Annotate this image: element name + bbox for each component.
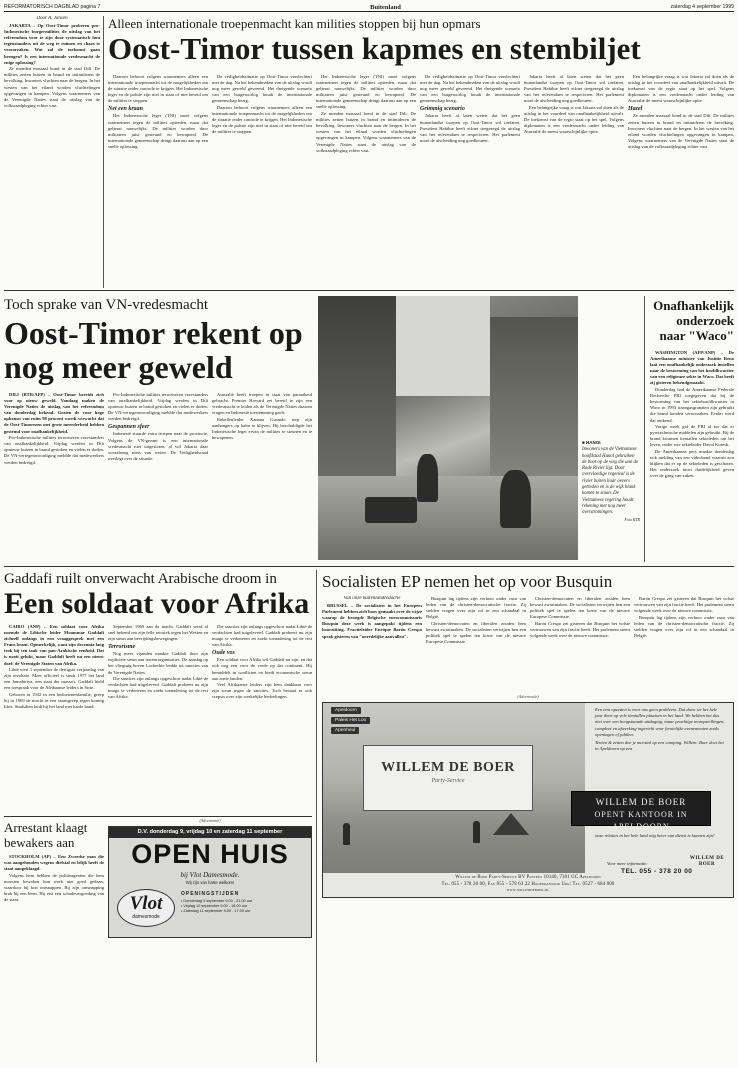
ad-willem-de-boer[interactable] — [322, 702, 734, 898]
masthead-paper: REFORMATORISCH DAGBLAD pagina 7 — [4, 4, 101, 10]
ad-wdb-footer-2: Tel. 055 - 378 20 00, Fax 055 - 578 63 22 Hoofdkantoor Urk: Tel. 0527 - 684 000 — [441, 881, 615, 887]
truck-name: WILLEM DE BOER — [381, 760, 515, 775]
timor1-body6b: Een belangrijke vraag is wat Jakarta zal doen als de uitslag in het voordeel van onafhankelijkheid uitvalt. De toekomst van de regio staat op het spel. Volgens diplomaten is een vredesmacht onder leiding van Australië de meest waarschijnlijke optie. — [524, 104, 624, 135]
vlot-logo-sub: damesmode — [132, 914, 160, 920]
waco-column — [650, 350, 734, 562]
timor1-byline: Door A. Jansen — [36, 16, 68, 21]
section-rule — [4, 566, 734, 567]
gaddafi-body3: September 1969 aan de macht. Gaddafi werd al snel bekend om zijn felle retoriek tegen het Westen en zijn steun aan bevrijdingsbewegingen. — [108, 624, 208, 642]
ad-wdb-banner-1: WILLEM DE BOER — [595, 797, 687, 807]
timor2-body1: Pro-Indonesische milities terroriseren voorstanders van onafhankelijkheid. Vrijdag werden in Dili opnieuw huizen in brand gestoken en vielen er doden. De VN-vertegenwoordiging meldde dat medewerkers werden bedreigd. — [4, 435, 104, 465]
timor2-kicker: Toch sprake van VN-vredesmacht — [4, 297, 209, 313]
timor1-col5 — [524, 74, 624, 286]
gaddafi-col2 — [108, 624, 208, 812]
socialists-col2 — [426, 596, 526, 692]
road-sign: Paleis Het Loo — [331, 717, 370, 724]
ad-wdb-footer-3[interactable]: www.willemdeboer.nl — [506, 888, 550, 894]
socialists-body1b: Busquin lag tijdens zijn verhoor onder vuur van leden van de christen-democratische fractie. Zij stelden vragen over zijn rol in een schandaal in België. — [634, 614, 734, 639]
timor1-body2: Daarom behoort volgens waarnemers alleen een internationale troepenmacht tot de mogelijkheden om de situatie onder controle te krijgen. Het Indonesische leger en de politie zijn niet in staat of niet bereid om de milities te stoppen. — [108, 74, 208, 104]
timor1-col3 — [316, 74, 416, 286]
ad-open-hour-line: • Zaterdag 11 september 9.00 - 17.00 uur — [181, 909, 251, 913]
timor2-body1b: Pro-Indonesische milities terroriseren voorstanders van onafhankelijkheid. Vrijdag werden in Dili opnieuw huizen in brand gestoken en vielen er doden. De VN-vertegenwoordiging meldde dat medewerkers werden bedreigd. — [108, 392, 208, 422]
gaddafi-body2: Geboren in 1942 in een bedoeïenenfamilie, greep hij in 1969 de macht in een staatsgreep tegen koning Idris. Sindsdien leidt hij het land met harde hand. — [4, 692, 104, 710]
timor1-sub2: Grimmig scenario — [420, 106, 465, 113]
ad-wdb-quote-2: Tenten & zetten doe je meestal op een camping. Willem: Boer doet het in Apeldoorn op een — [595, 740, 724, 752]
socialists-col1 — [322, 596, 422, 692]
timor1-body1c: Ze monden massaal bond in de stad Dili. De milities zetten huizen in brand en intimideren de bevolking. Inwoners vluchten naar de bergen. In het westen van het eiland worden vluchtelingen opgevangen in kampen. Volgens waarnemers van de Verenigde Naties staat de uitslag van de volksraadpleging echter vast. — [628, 113, 734, 149]
timor1-sub3: Hazel — [628, 106, 643, 113]
arrestant-column — [4, 854, 104, 1062]
section-rule — [4, 816, 312, 817]
ad-open-dates: D.V. donderdag 9, vrijdag 10 en zaterdag 11 september — [109, 827, 311, 838]
hanoi-flood-photo — [318, 296, 578, 560]
timor1-body6: Een belangrijke vraag is wat Jakarta zal doen als de uitslag in het voordeel van onafhankelijkheid uitvalt. De toekomst van de regio staat op het spel. Volgens diplomaten is een vredesmacht onder leiding van Australië de meest waarschijnlijke optie. — [628, 74, 734, 104]
gaddafi-sub1: Terrorisme — [108, 644, 136, 651]
caption-text: Inwoners van de Vietnamese hoofdstad Hanoi gebruiken de boot op de weg die aan de Rode Rivier ligt. Door overvloedige regenval is de rivier buiten haar oevers getreden en is de wijk blank komen te staan. De Vietnamese regering houdt rekening met nog meer overstromingen. — [582, 447, 639, 516]
gaddafi-body4: Nog meer vijanden maakte Gaddafi door zijn expliciete steun aan terreurorganisaties. De aanslag op het vliegtuig boven Lockerbie leidde tot sancties van de Verenigde Naties. — [108, 651, 208, 675]
timor1-sub1: Net een kraan — [108, 106, 143, 113]
caption-tag: HANOI — [585, 440, 601, 445]
timor2-headline: Oost-Timor rekent op nog meer geweld — [4, 315, 303, 385]
truck-sub: Party-Service — [431, 778, 465, 784]
gaddafi-body6: Een soldaat voor Afrika wil Gaddafi nu zijn, en dat ook nog een voor de vrede op dat continent. Hij bemiddelt in conflicten en biedt economische steun aan arme landen. — [212, 657, 312, 681]
masthead-section: Buitenland — [370, 4, 401, 11]
timor1-body3: Het Indonesische leger (TNI) moet volgens waarnemers tegen de milities optreden, maar dat gebeurt nauwelijks. De milities worden door militairen juist gesteund en bewapend. De internationale gemeenschap dringt daarom aan op een snelle oplossing. — [108, 113, 208, 149]
socialists-body2b: Christen-democraten en liberalen zouden hem bewust zwartmaken. De socialisten verwijten hen een politiek spel te spelen ten koste van de nieuwe Europese Commissie. — [530, 596, 630, 620]
gaddafi-sub2: Oude vos — [212, 650, 235, 657]
timor2-sub1: Gespannen sfeer — [108, 424, 150, 431]
socialists-byline: Van onze buitenlandredactie — [343, 596, 401, 601]
gaddafi-body1: Libië viert 1 september de dertigste verjaardag van zijn revolutie. Meer officieel is sinds 1977 het land een Jamahiriya, een staat der massa's. Gaddafi hield een toespraak voor de Afrikaanse leiders in Sirte. — [4, 667, 104, 691]
timor1-body1b: Ze monden massaal bond in de stad Dili. De milities zetten huizen in brand en intimideren de bevolking. Inwoners vluchten naar de bergen. In het westen van het eiland worden vluchtelingen opgevangen in kampen. Volgens waarnemers van de Verenigde Naties staat de uitslag van de volksraadpleging echter vast. — [316, 111, 416, 153]
ad-wdb-footer — [323, 875, 733, 895]
timor2-col1 — [4, 392, 104, 562]
vlot-logo-text: Vlot — [129, 893, 163, 914]
timor2-body4: Rebellenleider Xanana Gusmão riep zijn aanhangers op kalm te blijven. Hij beschuldigde het Indonesische leger ervan de milities te steunen en te bewapenen. — [212, 416, 312, 441]
ad-open-title: OPEN HUIS — [131, 839, 289, 869]
socialists-col4 — [634, 596, 734, 692]
arrestant-headline: Arrestant klaagt bewakers aan — [4, 820, 88, 850]
column-rule — [644, 296, 645, 562]
ad-wdb-tel[interactable]: TEL. 055 - 378 20 00 — [621, 868, 693, 875]
timor1-headline: Oost-Timor tussen kapmes en stembiljet — [108, 31, 641, 66]
vlot-logo — [117, 889, 175, 927]
column-rule — [316, 570, 317, 1062]
column-rule — [103, 16, 104, 288]
gaddafi-body5b: Die sancties zijn onlangs opgeschort nadat Libië de verdachten had uitgeleverd. Gaddafi probeert nu zijn imago te verbeteren en zoekt toenadering tot de rest van Afrika. — [212, 624, 312, 648]
caption-bullet-icon: ■ — [582, 440, 586, 445]
waco-body1: Donderdag had de Amerikaanse Federale Recherche FBI toegegeven dat bij de bestorming van het sektehoofdkwartier in Waco in 1993 traangasgranaten zijn gebruikt die brand konden veroorzaken. Eerder werd dat ontkend. — [650, 387, 734, 423]
timor1-body1: Ze monden massaal bond in de stad Dili. De milities zetten huizen in brand en intimideren de bevolking. Inwoners vluchten naar de bergen. In het westen van het eiland worden vluchtelingen opgevangen in kampen. Volgens waarnemers van de Verenigde Naties staat de uitslag van de volksraadpleging echter vast. — [4, 66, 100, 108]
ad-open-hours — [181, 899, 252, 914]
timor1-col1 — [108, 74, 208, 286]
ad-open-small: Wij zijn van harte welkom! — [185, 880, 235, 885]
timor1-col6 — [628, 74, 734, 286]
timor2-col3 — [212, 392, 312, 562]
timor1-intro-column — [4, 16, 100, 286]
waco-lead: WASHINGTON (AFP/ANP) – De Amerikaanse minister van Justitie Reno laat een onafhankelijk onderzoek instellen naar de bestorming van het hoofdkwartier van een religieuze sekte in Waco. Dat heeft zij gisteren bekendgemaakt. — [650, 350, 734, 386]
socialists-lead: BRUSSEL – De socialisten in het Europees Parlement hebben zich boos gemaakt over de wijze waarop de beoogde Belgische eurocommissaris Busquin deze week is aangepakt tijdens een hoorzitting. Fractieleider Enrique Barón Crespo sprak gisteren van "onredelijke aanvallen". — [322, 603, 422, 639]
ad-wdb-quote-1: Een tent opzetten is voor ons geen probleem. Dat doen we het hele jaar door op vele tientallen plaatsen in het land. We hebben het dus niet over een hoogstaande uitdaging, maar prachtige tentopstellingen, compleet en afwerking ingericht voor feestelijke evenementen zoals openingen of jubilea. — [595, 707, 725, 737]
person-figure — [343, 823, 350, 845]
socialists-body3: Barón Crespo zei gisteren dat Busquin het volste vertrouwen van zijn fractie heeft. Het parlement stemt volgende week over de nieuwe commissie. — [530, 620, 630, 639]
timor1-kicker: Alleen internationale troepenmacht kan milities stoppen bij hun opmars — [108, 16, 481, 31]
gaddafi-col1 — [4, 624, 104, 812]
timor1-body5b: Jakarta heeft al laten weten dat het geen buitenlandse troepen op Oost-Timor wil toelaten. President Habibie heeft echter toegezegd de uitslag van het referendum te respecteren. Het parlement moet de afscheiding nog goedkeuren. — [524, 74, 624, 104]
timor1-body4b: De veiligheidssituatie op Oost-Timor verslechtert met de dag. Na het bekendmaken van de uitslag wordt nog meer geweld gevreesd. Het dreigende scenario van een burgeroorlog houdt de internationale gemeenschap bezig. — [420, 74, 520, 104]
ad-wdb-extra: onze relaties in het hele land nóg beter van dienst te kunnen zijn! — [595, 833, 715, 838]
gaddafi-col3 — [212, 624, 312, 812]
timor2-lead: DILI (RTR/AFP) – Oost-Timor bereidt zich voor op nieuw geweld. Vandaag maken de Verenigde Naties de uitslag van het referendum van donderdag bekend. Gezien de voor hoge opkomst van ruim 98 procent wordt verwacht dat de Oost-Timorezen met grote meerderheid hebben gestemd voor onafhankelijkheid. — [4, 392, 104, 434]
ad-wdb-banner-2: OPENT KANTOOR IN APELDOORN — [594, 810, 688, 831]
road-sign: Apeldoorn — [331, 707, 361, 714]
ad-wdb-quote — [595, 707, 725, 752]
arrestant-lead: STOCKHOLM (AP) – Een Zweedse man die was aangehouden wegens diefstal en lelijk heeft de staat aangeklaagd. — [4, 854, 104, 872]
wdb-logo: WILLEM DE BOER — [689, 856, 725, 867]
timor2-body2: Indonesië stuurde extra troepen naar de provincie. Volgens de VN-gezant is een internationale vredesmacht niet uitgesloten, al wil Jakarta daar vooralsnog niets van weten. De Veiligheidsraad overlegt over de situatie. — [108, 431, 208, 461]
ad-wdb-info: Voor meer informatie: — [607, 861, 648, 866]
masthead-date: zaterdag 4 september 1999 — [670, 4, 734, 10]
ad-wdb-banner — [571, 791, 711, 831]
caption-credit: Foto RTR — [624, 516, 640, 522]
ad-wdb-photo — [323, 703, 585, 873]
ad-open-huis[interactable] — [108, 826, 312, 938]
timor1-body3b: Het Indonesische leger (TNI) moet volgens waarnemers tegen de milities optreden, maar dat gebeurt nauwelijks. De milities worden door militairen juist gesteund en bewapend. De internationale gemeenschap dringt daarom aan op een snelle oplossing. — [316, 74, 416, 110]
ad-open-by: bij Vlot Damesmode. — [180, 871, 240, 879]
gaddafi-headline: Een soldaat voor Afrika — [4, 587, 310, 620]
hanoi-caption — [582, 440, 640, 523]
ad-open-hour-line: • Donderdag 9 september 9.00 - 21.00 uur — [181, 899, 253, 903]
socialists-body1: Busquin lag tijdens zijn verhoor onder vuur van leden van de christen-democratische fractie. Zij stelden vragen over zijn rol in een schandaal in België. — [426, 596, 526, 620]
timor1-col4 — [420, 74, 520, 286]
masthead — [4, 2, 734, 12]
timor1-col2 — [212, 74, 312, 286]
ad-wdb-label: (Advertentie) — [517, 694, 539, 699]
section-rule — [4, 290, 734, 291]
truck-illustration — [363, 745, 533, 811]
waco-body3: De Amerikaanse pers maakte donderdag ook melding van een videoband waaruit zou blijken dat er op de sekteleden is geschoten. Het onderzoek moet duidelijkheid geven over de gang van zaken. — [650, 449, 734, 479]
waco-headline: Onafhankelijk onderzoek naar "Waco" — [653, 298, 734, 343]
person-figure — [473, 821, 480, 843]
tent-shape — [493, 813, 529, 835]
ad-wdb-footer-1: Willem de Boer Party-Service BV Postbus 10140, 7301 GC Apeldoorn — [455, 875, 601, 880]
timor1-body2b: Daarom behoort volgens waarnemers alleen een internationale troepenmacht tot de mogelijkheden om de situatie onder controle te krijgen. Het Indonesische leger en de politie zijn niet in staat of niet bereid om de milities te stoppen. — [212, 104, 312, 135]
road-sign: Apenheul — [331, 727, 359, 734]
socialists-body3b: Barón Crespo zei gisteren dat Busquin het volste vertrouwen van zijn fractie heeft. Het parlement stemt volgende week over de nieuwe commissie. — [634, 596, 734, 614]
gaddafi-body5: Die sancties zijn onlangs opgeschort nadat Libië de verdachten had uitgeleverd. Gaddafi probeert nu zijn imago te verbeteren en zoekt toenadering tot de rest van Afrika. — [108, 676, 208, 700]
socialists-body2: Christen-democraten en liberalen zouden hem bewust zwartmaken. De socialisten verwijten hen een politiek spel te spelen ten koste van de nieuwe Europese Commissie. — [426, 620, 526, 645]
timor2-col2 — [108, 392, 208, 562]
timor1-body4: De veiligheidssituatie op Oost-Timor verslechtert met de dag. Na het bekendmaken van de uitslag wordt nog meer geweld gevreesd. Het dreigende scenario van een burgeroorlog houdt de internationale gemeenschap bezig. — [212, 74, 312, 104]
ad-open-hour-line: • Vrijdag 10 september 9.00 - 18.00 uur — [181, 904, 248, 908]
arrestant-body1: Volgens hem hebben de politieagenten die hem moesten bewaken hun werk niet goed gedaan, waardoor hij kon ontsnappen. Bij zijn ontsnapping brak hij een been. Hij eist een schadevergoeding van de staat. — [4, 872, 104, 903]
ad-open-label: (Advertentie) — [199, 818, 221, 823]
timor1-body5: Jakarta heeft al laten weten dat het geen buitenlandse troepen op Oost-Timor wil toelaten. President Habibie heeft echter toegezegd de uitslag van het referendum te respecteren. Het parlement moet de afscheiding nog goedkeuren. — [420, 113, 520, 143]
waco-body2: Vorige week gaf de FBI al toe dat er pyrotechnische middelen zijn gebruikt. Bij de brand kwamen tientallen sekteleden om het leven, onder wie sekteleider David Koresh. — [650, 424, 734, 448]
socialists-col3 — [530, 596, 630, 692]
socialists-headline: Socialisten EP nemen het op voor Busquin — [322, 572, 613, 591]
timor2-body3: Australië heeft troepen in staat van paraatheid gebracht. Premier Howard zei bereid te zijn een vredesmacht te leiden als de Verenigde Naties daarom vragen en Indonesië toestemming geeft. — [212, 392, 312, 416]
timor1-lead: JAKARTA – Op Oost-Timor proberen pro-Indonesische burgermilities de uitslag van het referendum voor te zijn door systematisch hun tegenstanders uit de weg te ruimen en chaos te veroorzaken. Wat zal de toekomst gaan brengen? Is een internationale vredesmacht de enige oplossing? — [4, 23, 100, 65]
ad-open-hours-title: OPENINGSTIJDEN — [181, 891, 240, 897]
gaddafi-lead: CAIRO (ANP) – Een soldaat voor Afrika noemde de Libische leider Moammar Gaddafi zichzelf onlangs in een vraaggesprek met een Frans krant. Opmerkelijk, want zijn decennia lang trok hij ten taak van pan-Arabische eenheid. Dat is nooit gelukt, maar Gaddafi heeft nu een nieuw doel: de Verenigde Staten van Afrika. — [4, 624, 104, 666]
gaddafi-kicker: Gaddafi ruilt onverwacht Arabische droom in — [4, 571, 277, 587]
gaddafi-body7: Veel Afrikaanse leiders zijn hem dankbaar voor zijn steun tegen de sancties. Toch bestaat er ook scepsis over zijn werkelijke bedoelingen. — [212, 682, 312, 700]
